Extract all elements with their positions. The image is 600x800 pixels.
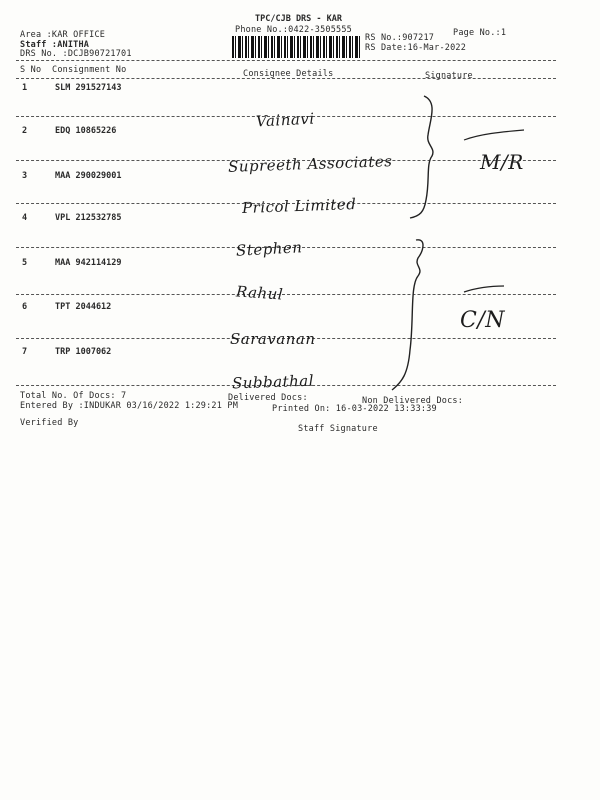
row-sno: 3 (22, 171, 28, 181)
handwritten-consignee: Rahul (235, 282, 284, 304)
annotation-cn-overline (460, 282, 510, 296)
phone-number: Phone No.:0422-3505555 (235, 25, 352, 35)
row-sno: 7 (22, 347, 28, 357)
staff-signature: Staff Signature (298, 424, 378, 434)
total-docs: Total No. Of Docs: 7 (20, 391, 127, 401)
barcode (232, 36, 360, 58)
handwritten-consignee: Subbathal (231, 371, 315, 393)
printed-on: Printed On: 16-03-2022 13:33:39 (272, 404, 437, 414)
handwritten-consignee: Saravanan (230, 330, 316, 348)
delivered-docs: Delivered Docs: (228, 393, 308, 403)
row-sno: 4 (22, 213, 28, 223)
row-consignment: MAA 290029001 (55, 171, 122, 181)
rs-number: RS No.:907217 (365, 33, 435, 43)
annotation-cn: C/N (460, 308, 505, 333)
divider (16, 78, 556, 79)
column-consignee: Consignee Details (243, 69, 334, 79)
handwritten-consignee: Vainavi (255, 109, 316, 131)
drs-number: DRS No. :DCJB90721701 (20, 49, 132, 59)
staff-label: Staff :ANITHA (20, 40, 90, 50)
row-sno: 6 (22, 302, 28, 312)
handwritten-consignee: Stephen (235, 238, 303, 260)
row-consignment: TPT 2044612 (55, 302, 112, 312)
divider (16, 60, 556, 61)
row-consignment: MAA 942114129 (55, 258, 122, 268)
row-sno: 5 (22, 258, 28, 268)
handwritten-brackets (380, 90, 460, 400)
row-consignment: VPL 212532785 (55, 213, 122, 223)
row-sno: 2 (22, 126, 28, 136)
annotation-mr-underline (460, 128, 530, 144)
column-sno: S No (20, 65, 42, 75)
area-label: Area :KAR OFFICE (20, 30, 106, 40)
handwritten-consignee: Supreeth Associates (227, 152, 393, 176)
page-number: Page No.:1 (453, 28, 507, 38)
rs-date: RS Date:16-Mar-2022 (365, 43, 467, 53)
row-sno: 1 (22, 83, 28, 93)
annotation-mr: M/R (480, 150, 524, 174)
column-consignment: Consignment No (52, 65, 127, 75)
document-title: TPC/CJB DRS - KAR (255, 14, 342, 24)
verified-by: Verified By (20, 418, 79, 428)
handwritten-consignee: Pricol Limited (241, 195, 357, 217)
entered-by: Entered By :INDUKAR 03/16/2022 1:29:21 PM (20, 401, 239, 411)
column-signature: Signature (425, 71, 473, 81)
non-delivered-docs: Non Delivered Docs: (362, 396, 464, 406)
row-consignment: TRP 1007062 (55, 347, 112, 357)
row-consignment: EDQ 10865226 (55, 126, 117, 136)
row-consignment: SLM 291527143 (55, 83, 122, 93)
